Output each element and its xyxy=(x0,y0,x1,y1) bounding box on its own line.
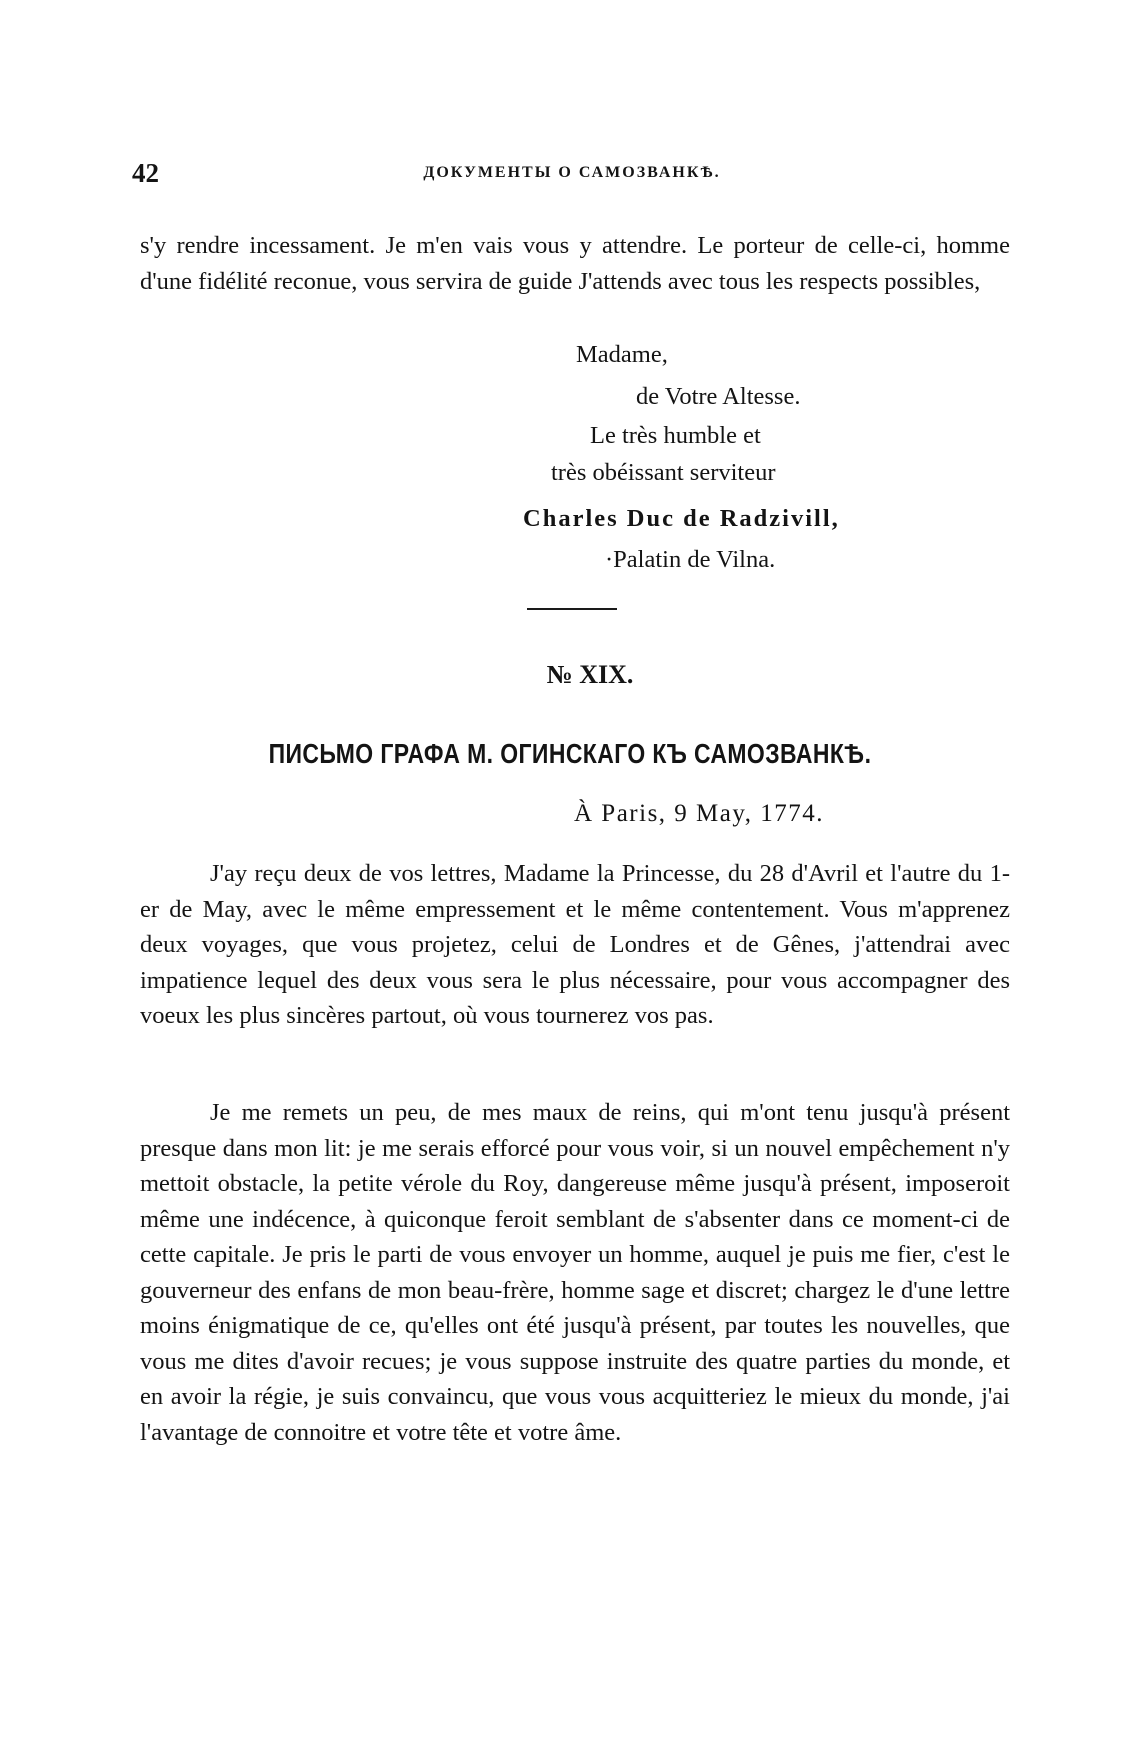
document-title: ПИСЬМО ГРАФА М. ОГИНСКАГО КЪ САМОЗВАНКѢ. xyxy=(268,738,872,769)
page-header xyxy=(132,158,1012,198)
signature-line: très obéissant serviteur xyxy=(551,459,776,486)
document-number: № XIX. xyxy=(546,660,634,689)
salutation: Madame, xyxy=(576,341,668,368)
signature-name: Charles Duc de Radzivill, xyxy=(523,505,840,532)
section-divider xyxy=(527,608,617,610)
letter-closing-paragraph: s'y rendre incessament. Je m'en vais vous y attendre. Le porteur de celle-ci, homme d'une fidélité reconue, vous servira de guide J'attends avec tous les respects possibles, xyxy=(140,232,1010,295)
letter-paragraph: J'ay reçu deux de vos lettres, Madame la Princesse, du 28 d'Avril et l'autre du 1-er de May, avec le même empressement et le même contentement. Vous m'apprenez deux voyages, que vous projetez, celui de Londres et de Gênes, j'attendrai avec impatience lequel des deux vous sera le plus nécessaire, pour vous accompagner des voeux les plus sincères partout, où vous tournerez vos pas. xyxy=(140,860,1010,1029)
page-number: 42 xyxy=(132,158,159,188)
letter-paragraph: Je me remets un peu, de mes maux de reins, qui m'ont tenu jusqu'à présent presque dans mon lit: je me serais efforcé pour vous voir, si un nouvel empêchement n'y mettoit obstacle, la petite vérole du Roy, dangereuse même jusqu'à présent, imposeroit même une indécence, à quiconque feroit semblant de s'absenter dans ce moment-ci de cette capitale. Je pris le parti de vous envoyer un homme, auquel je puis me fier, c'est le gouverneur des enfans de mon beau-frère, homme sage et discret; chargez le d'une lettre moins énigmatique de ce, qu'elles ont été jusqu'à présent, par toutes les nouvelles, que vous me dites d'avoir recues; je vous suppose instruite des quatre parties du monde, et en avoir la régie, je suis convaincu, que vous vous acquitteriez le mieux du monde, j'ai l'avantage de connoitre et votre tête et votre âme. xyxy=(140,1099,1010,1446)
signature-line: ·Palatin de Vilna. xyxy=(605,546,776,573)
running-title: ДОКУМЕНТЫ О САМОЗВАНКѢ. xyxy=(423,164,721,181)
signature-line: de Votre Altesse. xyxy=(636,383,801,410)
signature-line: Le très humble et xyxy=(590,422,761,449)
dateline: À Paris, 9 May, 1774. xyxy=(574,800,825,827)
